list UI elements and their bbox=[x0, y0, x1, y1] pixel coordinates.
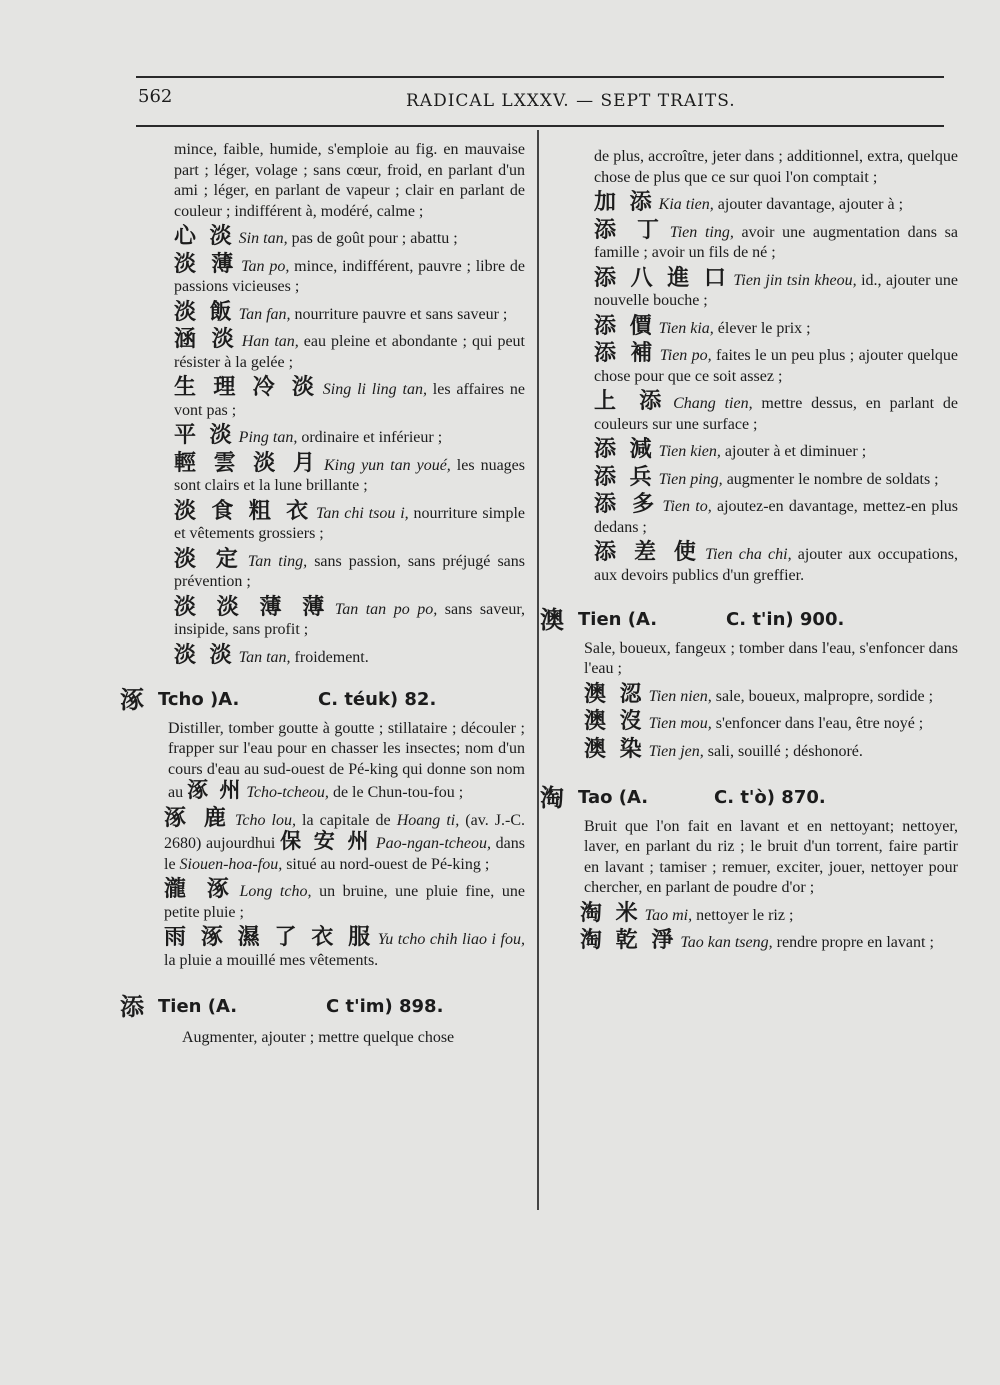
tcho-definition bbox=[120, 719, 525, 804]
entry-gloss: sali, souillé ; déshonoré. bbox=[703, 742, 863, 760]
entry-chinese: 澳 沒 bbox=[584, 709, 645, 734]
entry-chinese: 添 丁 bbox=[594, 217, 666, 243]
entry-chinese: 淡 淡 薄 薄 bbox=[174, 594, 331, 620]
entry-romanization: Chang tien, bbox=[673, 395, 753, 412]
entry-romanization: Tien cha chi, bbox=[705, 546, 792, 563]
entry-gloss: les nuages sont clairs et la lune brillante ; bbox=[174, 456, 526, 494]
right-column bbox=[540, 147, 958, 954]
entry-romanization: Tan fan, bbox=[238, 305, 291, 323]
dictionary-entry bbox=[120, 594, 526, 641]
def-romanization: Tcho-tcheou, bbox=[246, 784, 329, 801]
dictionary-entry bbox=[120, 877, 525, 923]
entry-chinese: 淡 薄 bbox=[174, 251, 238, 277]
tien-entries bbox=[540, 190, 959, 586]
entry-gloss: sale, boueux, malpropre, sordide ; bbox=[711, 687, 934, 705]
entry-chinese: 添 多 bbox=[594, 492, 659, 517]
dictionary-entry bbox=[120, 251, 525, 298]
tien2-entries bbox=[540, 681, 958, 763]
entry-chinese: 澳 染 bbox=[584, 736, 645, 762]
entry-gloss: nettoyer le riz ; bbox=[692, 906, 794, 924]
entry-heading-tcho bbox=[120, 686, 525, 714]
entry-chinese: 淘 乾 淨 bbox=[580, 928, 677, 953]
entry-romanization: Tcho lou, bbox=[234, 811, 296, 829]
entry-romanization: Tien kien, bbox=[658, 443, 721, 460]
entry-gloss: ajoutez-en davantage, mettez-en plus dedans ; bbox=[594, 498, 958, 536]
tao-definition: Bruit que l'on fait en lavant et en nettoyant; nettoyer, laver, en parlant du riz ; le bruit d'un torrent, faire partir en lavant ; tamiser ; remuer, exciter, jouer, nettoyer pour chercher, en parlant de poudre d'or ; bbox=[584, 817, 958, 896]
dictionary-entry bbox=[540, 341, 958, 387]
entry-chinese: 添 價 bbox=[594, 313, 655, 339]
entry-romanization: Siouen-hoa-fou, bbox=[179, 855, 283, 873]
entry-romanization: Long tcho, bbox=[239, 883, 312, 900]
tcho-entries bbox=[120, 805, 526, 972]
entry-romanization: Tien to, bbox=[662, 498, 712, 515]
entry-chinese: 平 淡 bbox=[174, 423, 235, 448]
entry-romanization: Tien jin tsin kheou, bbox=[733, 271, 857, 289]
dictionary-entry bbox=[540, 464, 958, 491]
entry-romanization: Tien mou, bbox=[648, 715, 712, 732]
entry-chinese: 涿 鹿 bbox=[164, 805, 231, 831]
headword-canton: C. téuk) 82. bbox=[318, 689, 437, 710]
entry-gloss: eau pleine et abondante ; qui peut résister à la gelée ; bbox=[174, 333, 526, 371]
headword-canton: C. t'in) 900. bbox=[726, 609, 845, 630]
entry-gloss: dans le bbox=[164, 835, 526, 873]
entry-romanization: Sing li ling tan, bbox=[322, 381, 427, 398]
dictionary-entry bbox=[120, 299, 525, 326]
entry-gloss: froidement. bbox=[290, 648, 369, 666]
intro-paragraph: mince, faible, humide, s'emploie au fig. en mauvaise part ; léger, volage ; sans cœur, froid, en parlant d'un ami ; léger, en parlant de vapeur ; clair en parlant de couleur ; indifférent à, modéré, calme ; bbox=[174, 141, 525, 220]
entry-gloss: mince, indifférent, pauvre ; libre de passions vicieuses ; bbox=[174, 257, 525, 295]
entry-chinese: 添 差 使 bbox=[594, 540, 702, 565]
headword-char: 淘 bbox=[540, 784, 564, 812]
entry-chinese: 生 理 冷 淡 bbox=[174, 375, 319, 400]
header-bottom-rule bbox=[136, 125, 944, 127]
entry-romanization: Sin tan, bbox=[238, 230, 288, 247]
def-text-end: de le Chun-tou-fou ; bbox=[328, 784, 464, 801]
entry-romanization: Yu tcho chih liao i fou, bbox=[377, 931, 526, 948]
entry-chinese: 雨 涿 濕 了 衣 服 bbox=[164, 925, 374, 950]
headword-name: Tao (A. bbox=[578, 787, 649, 808]
entry-chinese: 添 減 bbox=[594, 437, 655, 462]
entry-heading-tao bbox=[540, 784, 958, 812]
entry-romanization: Tan ting, bbox=[247, 552, 308, 570]
entry-gloss: la pluie a mouillé mes vêtements. bbox=[164, 951, 379, 969]
dictionary-entry bbox=[120, 498, 526, 545]
dictionary-entry bbox=[540, 928, 958, 954]
entry-gloss: augmenter le nombre de soldats ; bbox=[722, 470, 939, 488]
entry-romanization: Han tan, bbox=[241, 333, 299, 350]
entry-heading-tien-900 bbox=[540, 606, 958, 634]
headword-name: Tien (A. bbox=[578, 609, 658, 630]
dictionary-entry bbox=[540, 540, 958, 586]
entry-romanization: King yun tan youé, bbox=[323, 456, 451, 474]
dictionary-entry bbox=[540, 709, 958, 735]
running-title: RADICAL LXXXV. — SEPT TRAITS. bbox=[406, 91, 736, 111]
entry-romanization: Tien ting, bbox=[669, 223, 734, 241]
tien2-definition: Sale, boueux, fangeux ; tomber dans l'eau, s'enfoncer dans l'eau ; bbox=[584, 639, 958, 677]
tien-definition: Augmenter, ajouter ; mettre quelque chose bbox=[182, 1028, 455, 1046]
dictionary-entry bbox=[540, 313, 958, 340]
entry-gloss: (av. J.-C. 2680) aujourdhui bbox=[164, 811, 525, 852]
dictionary-entry bbox=[540, 736, 958, 763]
entry-romanization: Pao-ngan-tcheou, bbox=[375, 835, 491, 852]
dictionary-entry bbox=[120, 805, 526, 876]
entry-gloss: faites le un peu plus ; ajouter quelque chose pour que ce soit assez ; bbox=[594, 347, 958, 385]
entry-romanization: Hoang ti, bbox=[396, 811, 460, 829]
entry-romanization: Tien nien, bbox=[648, 687, 712, 705]
entry-gloss: un bruine, une pluie fine, une petite pluie ; bbox=[164, 883, 525, 921]
headword-char: 涿 bbox=[120, 686, 144, 714]
entry-romanization: Tan tan po po, bbox=[334, 600, 438, 618]
tan-entries bbox=[120, 224, 526, 668]
dictionary-entry bbox=[540, 437, 958, 463]
entry-gloss: la capitale de bbox=[295, 811, 397, 829]
entry-chinese: 保 安 州 bbox=[280, 829, 372, 853]
dictionary-entry bbox=[120, 546, 525, 593]
entry-romanization: Tien jen, bbox=[648, 742, 704, 760]
entry-romanization: Ping tan, bbox=[238, 429, 298, 446]
dictionary-entry bbox=[120, 423, 525, 449]
entry-romanization: Tan chi tsou i, bbox=[315, 504, 409, 522]
headword-char: 添 bbox=[120, 993, 144, 1021]
entry-gloss: sans passion, sans préjugé sans prévention ; bbox=[174, 552, 525, 590]
dictionary-entry bbox=[540, 681, 958, 708]
entry-chinese: 添 補 bbox=[594, 341, 656, 366]
dictionary-entry bbox=[120, 224, 525, 250]
entry-gloss: les affaires ne vont pas ; bbox=[174, 381, 526, 419]
entry-gloss: mettre dessus, en parlant de couleurs sur une surface ; bbox=[594, 395, 958, 433]
dictionary-entry bbox=[120, 375, 526, 421]
entry-chinese: 添 八 進 口 bbox=[594, 265, 730, 291]
entry-romanization: Tan po, bbox=[241, 257, 290, 275]
dictionary-entry bbox=[540, 217, 958, 264]
header-top-rule bbox=[136, 76, 944, 78]
entry-romanization: Kia tien, bbox=[658, 196, 714, 213]
entry-gloss: ajouter davantage, ajouter à ; bbox=[713, 196, 904, 213]
page-number: 562 bbox=[138, 86, 173, 107]
entry-chinese: 涵 淡 bbox=[174, 327, 238, 352]
entry-romanization: Tan tan, bbox=[238, 648, 291, 666]
entry-chinese: 淡 飯 bbox=[174, 299, 235, 325]
dictionary-entry bbox=[120, 925, 526, 971]
dictionary-entry bbox=[540, 492, 958, 538]
entry-chinese: 瀧 涿 bbox=[164, 877, 236, 902]
entry-romanization: Tao kan tseng, bbox=[680, 934, 773, 951]
entry-romanization: Tien po, bbox=[659, 347, 712, 364]
entry-romanization: Tien kia, bbox=[658, 319, 714, 337]
entry-gloss: nourriture simple et vêtements grossiers ; bbox=[174, 504, 526, 542]
entry-gloss: id., ajouter une nouvelle bouche ; bbox=[594, 271, 959, 309]
entry-gloss: élever le prix ; bbox=[713, 319, 811, 337]
entry-gloss: nourriture pauvre et sans saveur ; bbox=[290, 305, 508, 323]
headword-name: Tien (A. bbox=[158, 996, 238, 1017]
entry-gloss: sans saveur, insipide, sans profit ; bbox=[174, 600, 526, 638]
headword-name: Tcho )A. bbox=[158, 689, 240, 710]
entry-gloss: ordinaire et inférieur ; bbox=[297, 429, 443, 446]
column-divider bbox=[537, 130, 539, 1210]
entry-chinese: 添 兵 bbox=[594, 464, 655, 490]
continued-paragraph: de plus, accroître, jeter dans ; additionnel, extra, quelque chose de plus que ce sur quoi l'on comptait ; bbox=[594, 148, 958, 186]
dictionary-entry bbox=[120, 642, 525, 669]
entry-chinese: 淡 定 bbox=[174, 546, 244, 572]
entry-heading-tien bbox=[120, 993, 525, 1021]
headword-char: 澳 bbox=[540, 606, 564, 634]
dictionary-entry bbox=[540, 190, 958, 216]
entry-gloss: situé au nord-ouest de Pé-king ; bbox=[282, 855, 490, 873]
entry-chinese: 上 添 bbox=[594, 389, 670, 414]
entry-chinese: 淘 米 bbox=[580, 900, 641, 926]
entry-chinese: 輕 雲 淡 月 bbox=[174, 450, 320, 476]
entry-romanization: Tao mi, bbox=[644, 906, 693, 924]
dictionary-entry bbox=[120, 450, 526, 497]
dictionary-entry bbox=[120, 327, 526, 373]
headword-canton: C. t'ò) 870. bbox=[714, 787, 826, 808]
entry-gloss: ajouter aux occupations, aux devoirs publics d'un greffier. bbox=[594, 546, 958, 584]
headword-canton: C t'im) 898. bbox=[326, 996, 444, 1017]
entry-romanization: Tien ping, bbox=[658, 470, 723, 488]
left-column bbox=[120, 140, 525, 1048]
entry-chinese: 加 添 bbox=[594, 190, 655, 215]
entry-gloss: s'enfoncer dans l'eau, être noyé ; bbox=[711, 715, 924, 732]
entry-gloss: avoir une augmentation dans sa famille ; avoir un fils de né ; bbox=[594, 223, 958, 261]
entry-chinese: 心 淡 bbox=[174, 224, 235, 249]
def-text: Distiller, tomber goutte à goutte ; stillataire ; découler ; frapper sur l'eau pour en chasser les insectes; nom d'un cours d'eau au sud-ouest de Pé-king qui donne son nom au bbox=[168, 719, 525, 801]
entry-chinese: 澳 涊 bbox=[584, 681, 645, 707]
dictionary-entry bbox=[540, 389, 958, 435]
tao-entries bbox=[540, 900, 958, 954]
dictionary-entry bbox=[540, 265, 959, 312]
entry-gloss: ajouter à et diminuer ; bbox=[720, 443, 867, 460]
def-chinese: 涿 州 bbox=[187, 778, 243, 802]
dictionary-entry bbox=[540, 900, 958, 927]
entry-chinese: 淡 淡 bbox=[174, 642, 235, 668]
entry-gloss: rendre propre en lavant ; bbox=[772, 934, 934, 951]
entry-gloss: pas de goût pour ; abattu ; bbox=[287, 230, 458, 247]
entry-chinese: 淡 食 粗 衣 bbox=[174, 498, 312, 524]
